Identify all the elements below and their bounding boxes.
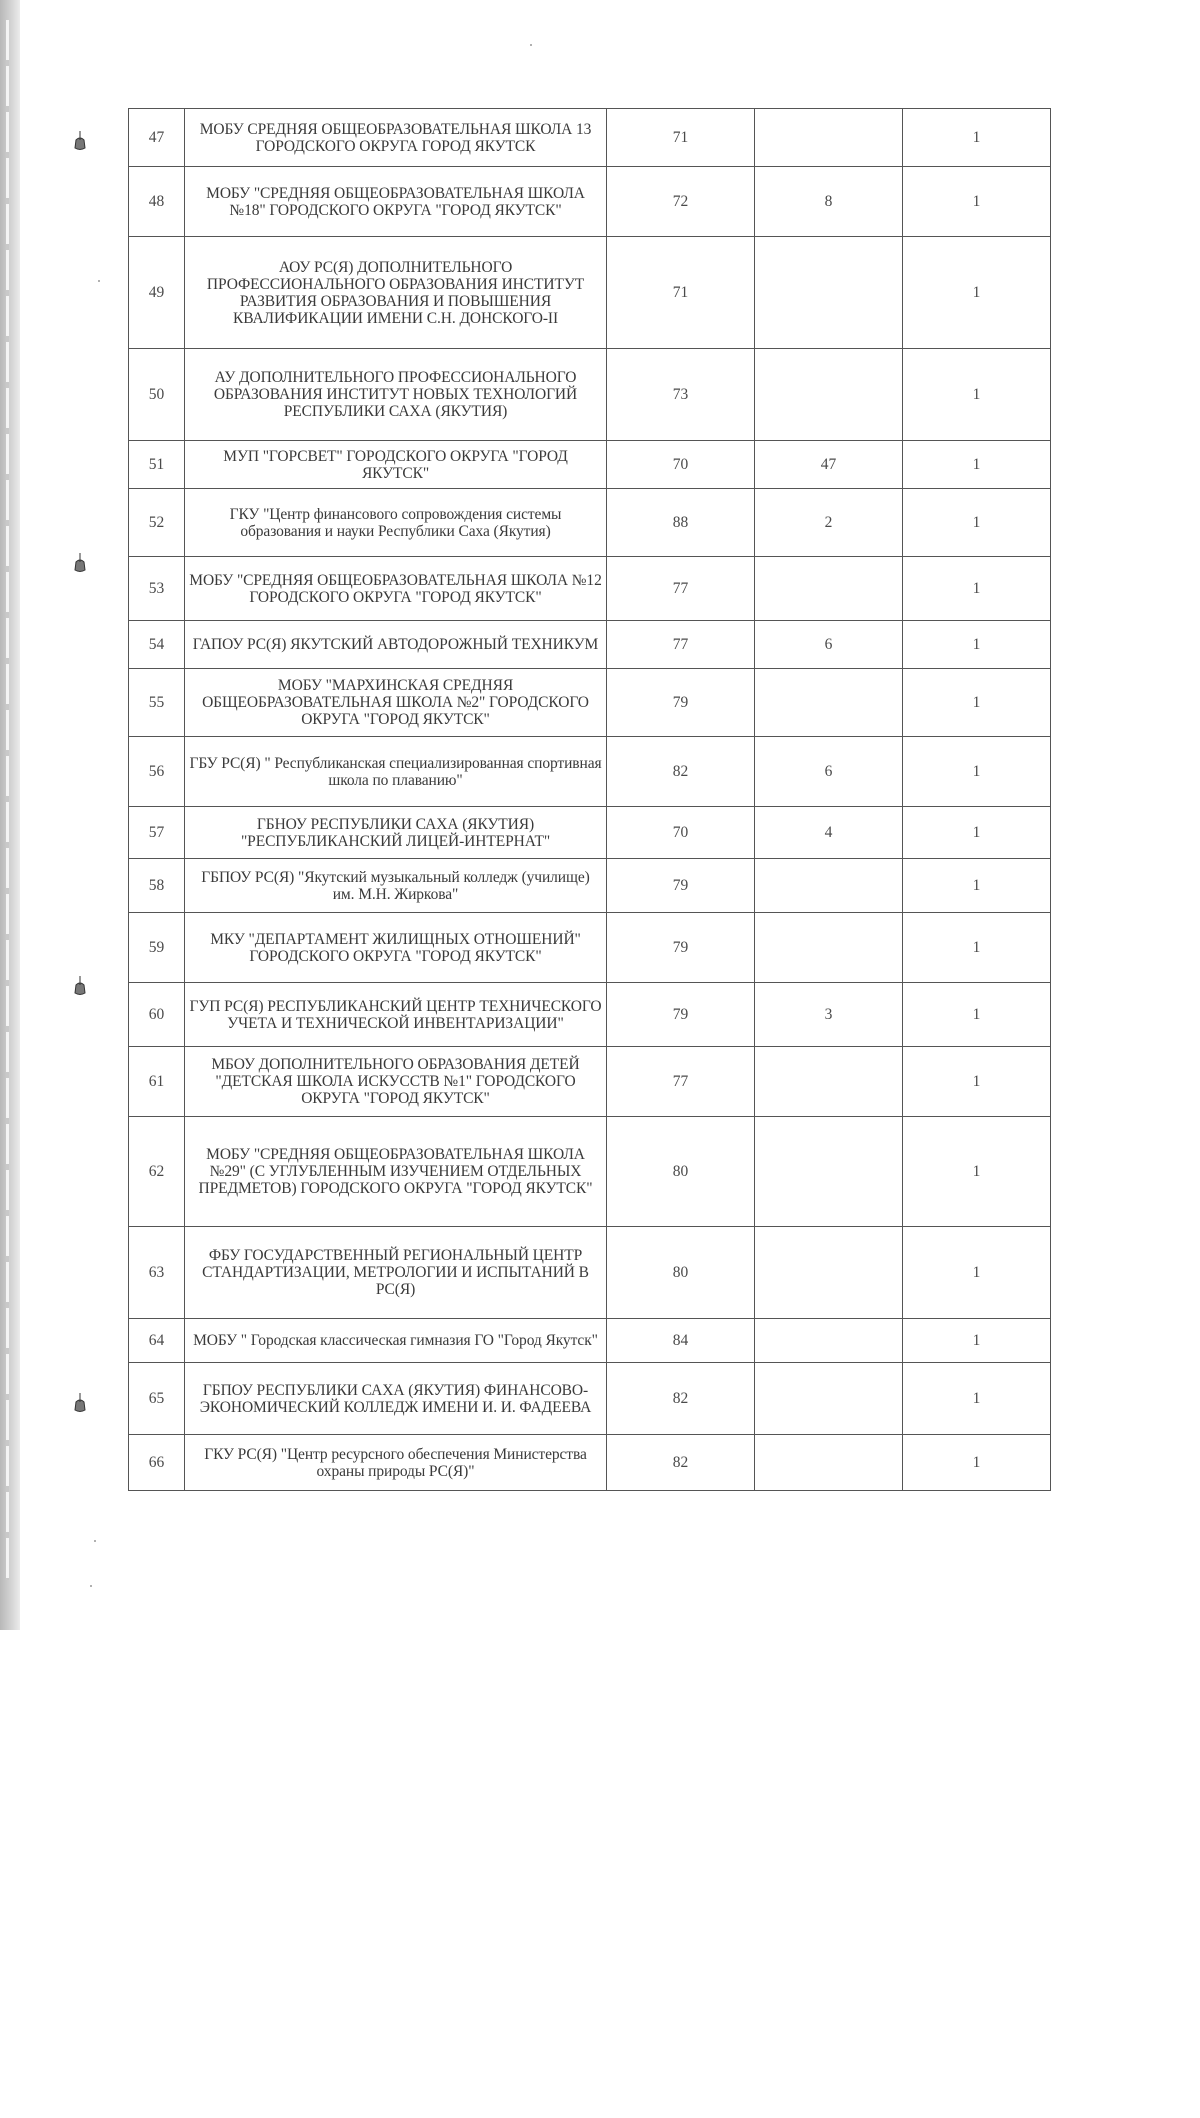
value-column-2-cell <box>755 669 903 737</box>
value-column-3-cell: 1 <box>903 983 1051 1047</box>
value-column-3-cell: 1 <box>903 1227 1051 1319</box>
row-number-cell: 57 <box>129 807 185 859</box>
value-column-3-cell: 1 <box>903 441 1051 489</box>
row-number-cell: 53 <box>129 557 185 621</box>
row-number-cell: 60 <box>129 983 185 1047</box>
value-column-1-cell: 82 <box>607 737 755 807</box>
value-column-2-cell <box>755 1435 903 1491</box>
scan-speck <box>530 44 532 46</box>
row-number-cell: 62 <box>129 1117 185 1227</box>
row-number-cell: 59 <box>129 913 185 983</box>
table-row <box>129 621 1051 669</box>
value-column-2-cell: 8 <box>755 167 903 237</box>
value-column-3-cell: 1 <box>903 807 1051 859</box>
value-column-1-cell: 72 <box>607 167 755 237</box>
value-column-3-cell: 1 <box>903 669 1051 737</box>
row-number-cell: 49 <box>129 237 185 349</box>
table-body <box>129 109 1051 1491</box>
value-column-3-cell: 1 <box>903 167 1051 237</box>
value-column-3-cell: 1 <box>903 1435 1051 1491</box>
table-row <box>129 1047 1051 1117</box>
organizations-table <box>128 108 1051 1491</box>
table-row <box>129 557 1051 621</box>
table-row <box>129 167 1051 237</box>
binder-hole-icon <box>73 1392 87 1414</box>
row-number-cell: 61 <box>129 1047 185 1117</box>
organization-name-cell: МБОУ ДОПОЛНИТЕЛЬНОГО ОБРАЗОВАНИЯ ДЕТЕЙ "ДЕТСКАЯ ШКОЛА ИСКУССТВ №1" ГОРОДСКОГО ОКРУГА "ГОРОД ЯКУТСК" <box>185 1047 607 1117</box>
value-column-1-cell: 71 <box>607 237 755 349</box>
table-row <box>129 737 1051 807</box>
row-number-cell: 52 <box>129 489 185 557</box>
value-column-3-cell: 1 <box>903 489 1051 557</box>
scan-speck <box>90 1585 92 1587</box>
binder-hole-icon <box>73 130 87 152</box>
value-column-2-cell: 3 <box>755 983 903 1047</box>
table-row <box>129 1435 1051 1491</box>
value-column-2-cell <box>755 913 903 983</box>
value-column-3-cell: 1 <box>903 913 1051 983</box>
table-row <box>129 669 1051 737</box>
value-column-1-cell: 88 <box>607 489 755 557</box>
scan-edge-shadow <box>0 0 20 1630</box>
value-column-1-cell: 70 <box>607 441 755 489</box>
organization-name-cell: ГБПОУ РС(Я) "Якутский музыкальный колледж (училище) им. М.Н. Жиркова" <box>185 859 607 913</box>
value-column-1-cell: 80 <box>607 1227 755 1319</box>
table-row <box>129 489 1051 557</box>
value-column-2-cell: 6 <box>755 737 903 807</box>
value-column-2-cell <box>755 109 903 167</box>
row-number-cell: 56 <box>129 737 185 807</box>
value-column-1-cell: 77 <box>607 1047 755 1117</box>
table-row <box>129 859 1051 913</box>
organization-name-cell: МОБУ "СРЕДНЯЯ ОБЩЕОБРАЗОВАТЕЛЬНАЯ ШКОЛА №12 ГОРОДСКОГО ОКРУГА "ГОРОД ЯКУТСК" <box>185 557 607 621</box>
value-column-2-cell <box>755 349 903 441</box>
organization-name-cell: МКУ "ДЕПАРТАМЕНТ ЖИЛИЩНЫХ ОТНОШЕНИЙ" ГОРОДСКОГО ОКРУГА "ГОРОД ЯКУТСК" <box>185 913 607 983</box>
value-column-1-cell: 82 <box>607 1363 755 1435</box>
table-row <box>129 807 1051 859</box>
organization-name-cell: ГКУ РС(Я) "Центр ресурсного обеспечения Министерства охраны природы РС(Я)" <box>185 1435 607 1491</box>
organization-name-cell: МОБУ "СРЕДНЯЯ ОБЩЕОБРАЗОВАТЕЛЬНАЯ ШКОЛА №29" (С УГЛУБЛЕННЫМ ИЗУЧЕНИЕМ ОТДЕЛЬНЫХ ПРЕДМЕТОВ) ГОРОДСКОГО ОКРУГА "ГОРОД ЯКУТСК" <box>185 1117 607 1227</box>
row-number-cell: 65 <box>129 1363 185 1435</box>
value-column-1-cell: 84 <box>607 1319 755 1363</box>
table-row <box>129 913 1051 983</box>
organization-name-cell: ФБУ ГОСУДАРСТВЕННЫЙ РЕГИОНАЛЬНЫЙ ЦЕНТР СТАНДАРТИЗАЦИИ, МЕТРОЛОГИИ И ИСПЫТАНИЙ В РС(Я) <box>185 1227 607 1319</box>
table-row <box>129 109 1051 167</box>
row-number-cell: 54 <box>129 621 185 669</box>
value-column-3-cell: 1 <box>903 1319 1051 1363</box>
value-column-3-cell: 1 <box>903 1117 1051 1227</box>
row-number-cell: 48 <box>129 167 185 237</box>
value-column-2-cell: 4 <box>755 807 903 859</box>
value-column-3-cell: 1 <box>903 859 1051 913</box>
table-row <box>129 1319 1051 1363</box>
row-number-cell: 50 <box>129 349 185 441</box>
value-column-3-cell: 1 <box>903 237 1051 349</box>
organization-name-cell: МОБУ СРЕДНЯЯ ОБЩЕОБРАЗОВАТЕЛЬНАЯ ШКОЛА 13 ГОРОДСКОГО ОКРУГА ГОРОД ЯКУТСК <box>185 109 607 167</box>
value-column-3-cell: 1 <box>903 109 1051 167</box>
scan-speck <box>98 280 100 282</box>
value-column-2-cell <box>755 237 903 349</box>
row-number-cell: 64 <box>129 1319 185 1363</box>
organization-name-cell: АУ ДОПОЛНИТЕЛЬНОГО ПРОФЕССИОНАЛЬНОГО ОБРАЗОВАНИЯ ИНСТИТУТ НОВЫХ ТЕХНОЛОГИЙ РЕСПУБЛИКИ САХА (ЯКУТИЯ) <box>185 349 607 441</box>
table-row <box>129 349 1051 441</box>
value-column-3-cell: 1 <box>903 621 1051 669</box>
row-number-cell: 63 <box>129 1227 185 1319</box>
row-number-cell: 51 <box>129 441 185 489</box>
organization-name-cell: МОБУ " Городская классическая гимназия ГО "Город Якутск" <box>185 1319 607 1363</box>
value-column-1-cell: 77 <box>607 621 755 669</box>
organization-name-cell: ГКУ "Центр финансового сопровождения системы образования и науки Республики Саха (Якутия) <box>185 489 607 557</box>
value-column-1-cell: 82 <box>607 1435 755 1491</box>
row-number-cell: 55 <box>129 669 185 737</box>
organization-name-cell: ГБУ РС(Я) " Республиканская специализированная спортивная школа по плаванию" <box>185 737 607 807</box>
binder-hole-icon <box>73 552 87 574</box>
organization-name-cell: МОБУ "МАРХИНСКАЯ СРЕДНЯЯ ОБЩЕОБРАЗОВАТЕЛЬНАЯ ШКОЛА №2" ГОРОДСКОГО ОКРУГА "ГОРОД ЯКУТСК" <box>185 669 607 737</box>
row-number-cell: 58 <box>129 859 185 913</box>
organization-name-cell: АОУ РС(Я) ДОПОЛНИТЕЛЬНОГО ПРОФЕССИОНАЛЬНОГО ОБРАЗОВАНИЯ ИНСТИТУТ РАЗВИТИЯ ОБРАЗОВАНИЯ И ПОВЫШЕНИЯ КВАЛИФИКАЦИИ ИМЕНИ С.Н. ДОНСКОГО-II <box>185 237 607 349</box>
value-column-3-cell: 1 <box>903 557 1051 621</box>
value-column-2-cell: 2 <box>755 489 903 557</box>
organization-name-cell: МОБУ "СРЕДНЯЯ ОБЩЕОБРАЗОВАТЕЛЬНАЯ ШКОЛА №18" ГОРОДСКОГО ОКРУГА "ГОРОД ЯКУТСК" <box>185 167 607 237</box>
organization-name-cell: ГБПОУ РЕСПУБЛИКИ САХА (ЯКУТИЯ) ФИНАНСОВО-ЭКОНОМИЧЕСКИЙ КОЛЛЕДЖ ИМЕНИ И. И. ФАДЕЕВА <box>185 1363 607 1435</box>
value-column-1-cell: 73 <box>607 349 755 441</box>
organization-name-cell: ГУП РС(Я) РЕСПУБЛИКАНСКИЙ ЦЕНТР ТЕХНИЧЕСКОГО УЧЕТА И ТЕХНИЧЕСКОЙ ИНВЕНТАРИЗАЦИИ" <box>185 983 607 1047</box>
table-row <box>129 1227 1051 1319</box>
value-column-2-cell: 6 <box>755 621 903 669</box>
table-row <box>129 1363 1051 1435</box>
value-column-3-cell: 1 <box>903 737 1051 807</box>
value-column-3-cell: 1 <box>903 1047 1051 1117</box>
value-column-1-cell: 79 <box>607 913 755 983</box>
table-row <box>129 441 1051 489</box>
value-column-2-cell: 47 <box>755 441 903 489</box>
organization-name-cell: ГБНОУ РЕСПУБЛИКИ САХА (ЯКУТИЯ) "РЕСПУБЛИКАНСКИЙ ЛИЦЕЙ-ИНТЕРНАТ" <box>185 807 607 859</box>
value-column-1-cell: 71 <box>607 109 755 167</box>
binder-hole-icon <box>73 975 87 997</box>
value-column-2-cell <box>755 1363 903 1435</box>
organization-name-cell: МУП "ГОРСВЕТ" ГОРОДСКОГО ОКРУГА "ГОРОД ЯКУТСК" <box>185 441 607 489</box>
row-number-cell: 47 <box>129 109 185 167</box>
value-column-1-cell: 79 <box>607 859 755 913</box>
value-column-1-cell: 70 <box>607 807 755 859</box>
organization-name-cell: ГАПОУ РС(Я) ЯКУТСКИЙ АВТОДОРОЖНЫЙ ТЕХНИКУМ <box>185 621 607 669</box>
value-column-1-cell: 79 <box>607 669 755 737</box>
table-row <box>129 983 1051 1047</box>
value-column-1-cell: 79 <box>607 983 755 1047</box>
table-row <box>129 1117 1051 1227</box>
value-column-2-cell <box>755 859 903 913</box>
value-column-2-cell <box>755 1047 903 1117</box>
value-column-3-cell: 1 <box>903 349 1051 441</box>
value-column-2-cell <box>755 1227 903 1319</box>
value-column-2-cell <box>755 1319 903 1363</box>
value-column-1-cell: 80 <box>607 1117 755 1227</box>
value-column-2-cell <box>755 1117 903 1227</box>
value-column-3-cell: 1 <box>903 1363 1051 1435</box>
value-column-1-cell: 77 <box>607 557 755 621</box>
scan-speck <box>94 1540 96 1542</box>
row-number-cell: 66 <box>129 1435 185 1491</box>
value-column-2-cell <box>755 557 903 621</box>
table-row <box>129 237 1051 349</box>
